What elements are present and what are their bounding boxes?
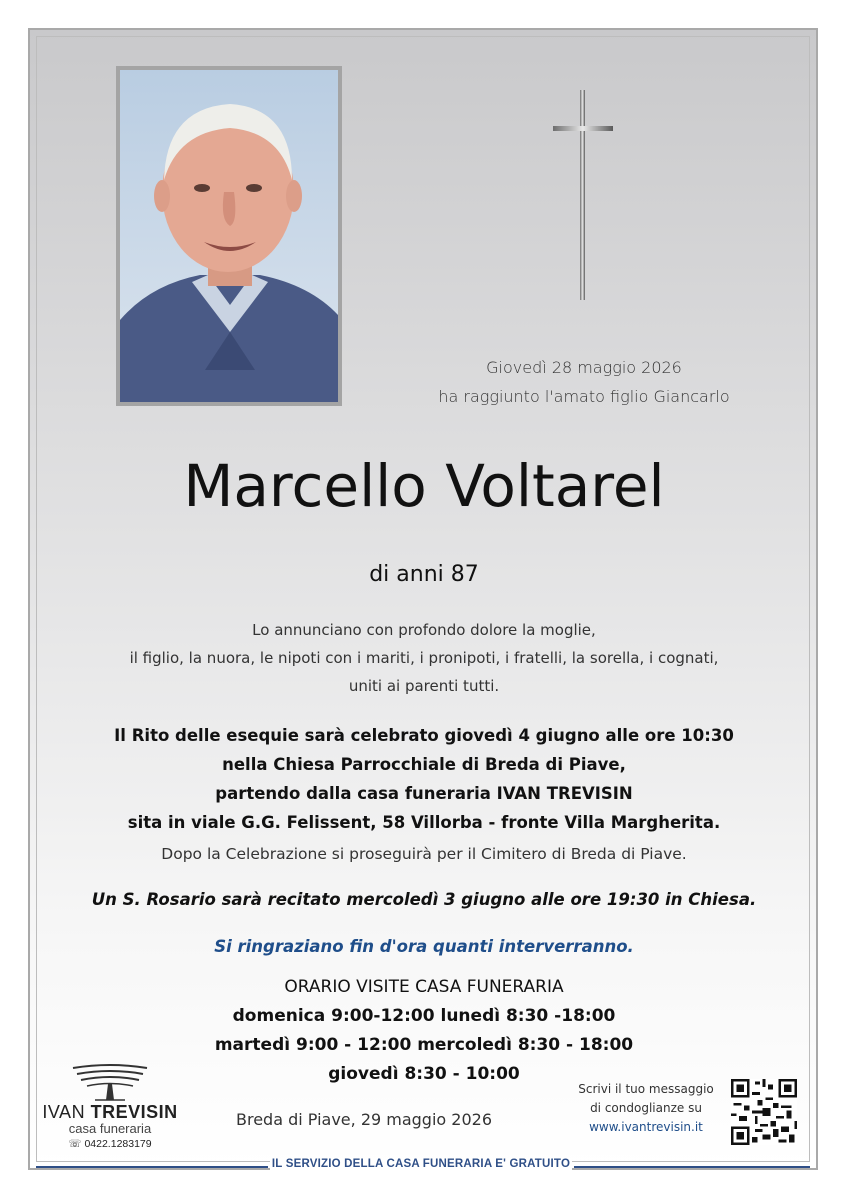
footer-rule-right	[574, 1166, 810, 1168]
footer-notice: IL SERVIZIO DELLA CASA FUNERARIA E' GRATUITO	[271, 1158, 571, 1170]
death-date: Giovedì 28 maggio 2026	[486, 358, 682, 377]
death-reunion-line: ha raggiunto l'amato figlio Giancarlo	[438, 387, 730, 406]
website-link[interactable]: www.ivantrevisin.it	[589, 1120, 703, 1134]
qr-code[interactable]	[731, 1079, 797, 1145]
footer-rule-left	[36, 1166, 268, 1168]
visits-hours: giovedì 8:30 - 10:00	[328, 1064, 520, 1084]
logo-phone: ☏ 0422.1283179	[68, 1138, 152, 1150]
place-and-date: Breda di Piave, 29 maggio 2026	[236, 1110, 492, 1129]
visits-title: ORARIO VISITE CASA FUNERARIA	[284, 977, 564, 997]
announcement-line: Lo annunciano con profondo dolore la moglie,	[252, 621, 596, 639]
visits-hours: domenica 9:00-12:00 lunedì 8:30 -18:00	[232, 1006, 616, 1026]
deceased-name: Marcello Voltarel	[183, 452, 665, 520]
phone-icon: ☏	[68, 1138, 82, 1150]
cross-icon	[551, 88, 615, 302]
rosary-notice: Un S. Rosario sarà recitato mercoledì 3 giugno alle ore 19:30 in Chiesa.	[91, 890, 757, 909]
logo-subtitle: casa funeraria	[68, 1121, 152, 1136]
deceased-age: di anni 87	[369, 562, 479, 587]
thanks-line: Si ringraziano fin d'ora quanti interverranno.	[214, 937, 634, 956]
after-ceremony: Dopo la Celebrazione si proseguirà per il Cimitero di Breda di Piave.	[161, 845, 687, 863]
announcement-line: il figlio, la nuora, le nipoti con i mariti, i pronipoti, i fratelli, la sorella, i cognati,	[129, 649, 719, 667]
funeral-home-logo	[40, 1060, 180, 1152]
tree-logo-icon	[65, 1060, 155, 1102]
logo-name: IVAN TREVISIN	[42, 1102, 178, 1122]
funeral-line: Il Rito delle esequie sarà celebrato giovedì 4 giugno alle ore 10:30	[114, 726, 734, 745]
portrait-photo	[116, 66, 342, 406]
funeral-line: nella Chiesa Parrocchiale di Breda di Piave,	[222, 755, 626, 774]
visits-hours: martedì 9:00 - 12:00 mercoledì 8:30 - 18:00	[214, 1035, 634, 1055]
condolences-box	[568, 1080, 724, 1137]
funeral-line: partendo dalla casa funeraria IVAN TREVISIN	[215, 784, 633, 803]
funeral-line: sita in viale G.G. Felissent, 58 Villorba - fronte Villa Margherita.	[127, 813, 721, 832]
condolences-line: di condoglianze su	[590, 1101, 702, 1115]
announcement-line: uniti ai parenti tutti.	[348, 677, 500, 695]
condolences-line: Scrivi il tuo messaggio	[578, 1082, 714, 1096]
